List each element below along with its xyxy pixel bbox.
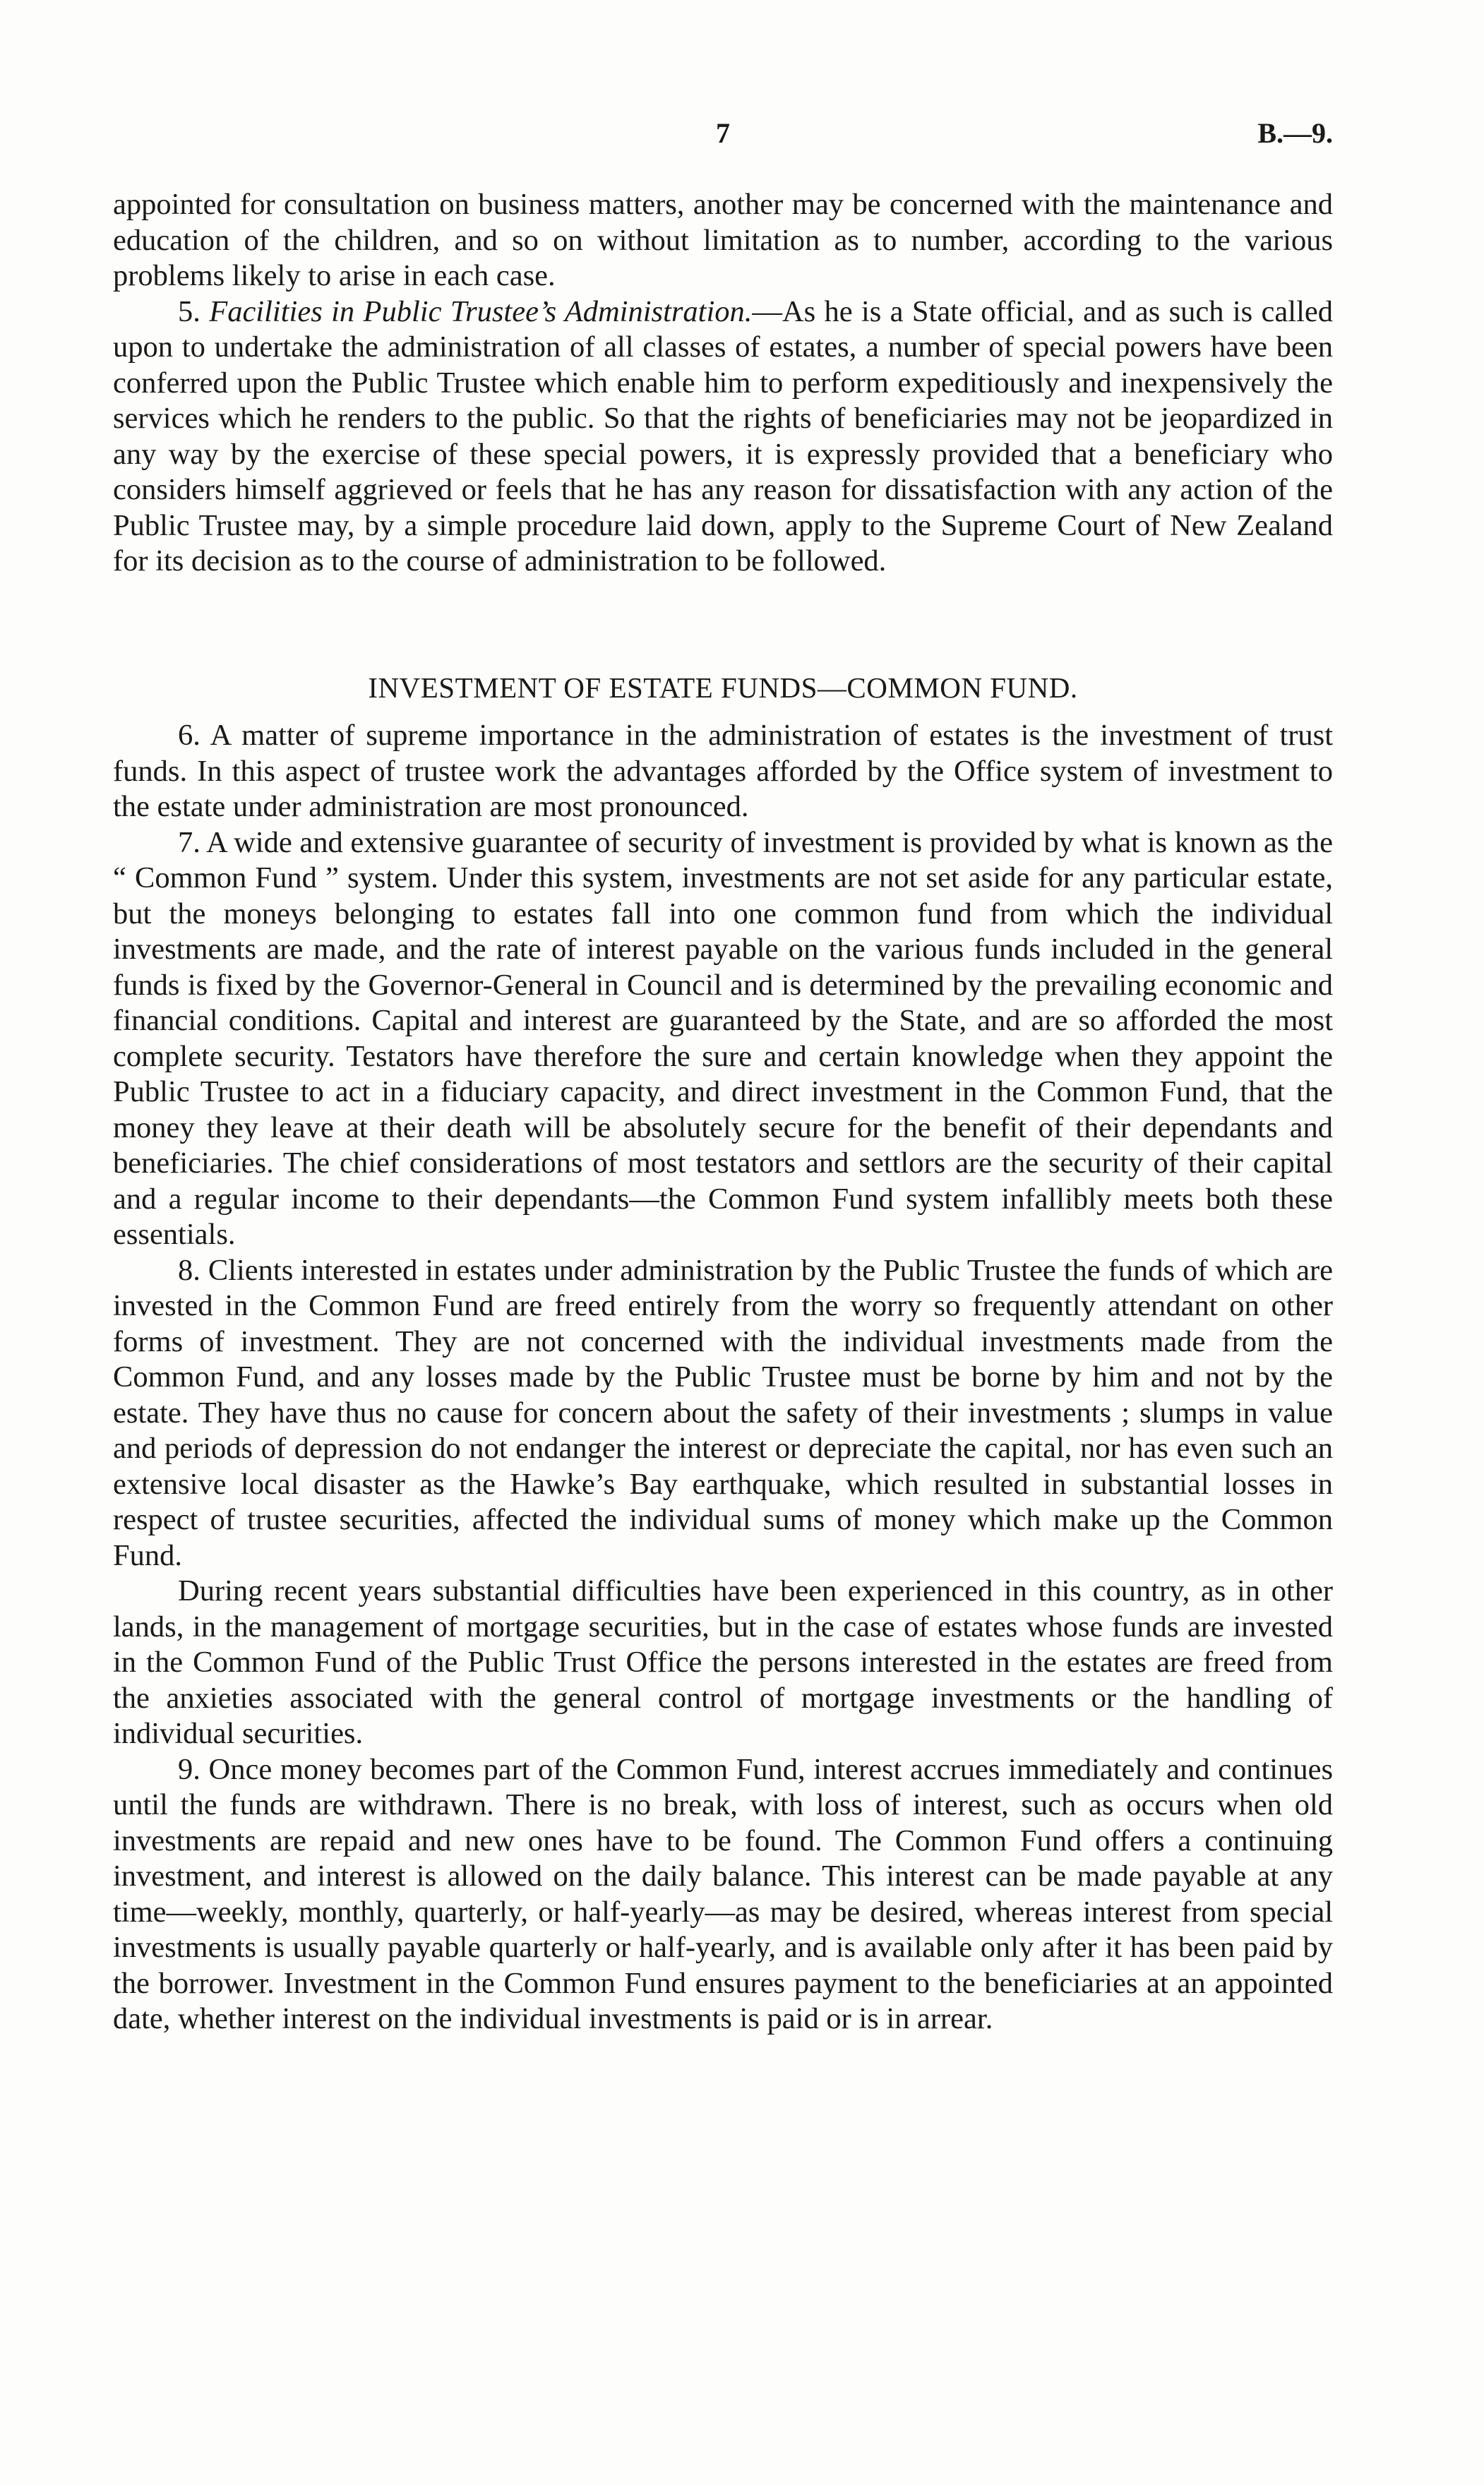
- section-heading: INVESTMENT OF ESTATE FUNDS—COMMON FUND.: [368, 671, 1078, 704]
- page-number: 7: [716, 117, 730, 149]
- paragraph-continued: appointed for consultation on business matters, another may be concerned with the maintenance and education of the children, and so on without limitation as to number, according to the various problems likely to arise in each case.: [113, 188, 1333, 292]
- document-reference: B.—9.: [1257, 117, 1333, 149]
- paragraph-5: [113, 294, 1333, 580]
- paragraph-5-number: 5.: [178, 294, 201, 328]
- paragraph-6: 6. A matter of supreme importance in the administration of estates is the investment of trust funds. In this aspect of trustee work the advantages afforded by the Office system of investment to the estate under administration are most pronounced.: [113, 719, 1333, 823]
- paragraph-8-continued: During recent years substantial difficulties have been experienced in this country, as in other lands, in the management of mortgage securities, but in the case of estates whose funds are invested in the Common Fund of the Public Trust Office the persons interested in the estates are freed from the anxieties associated with the general control of mortgage investments or the handling of individual securities.: [113, 1574, 1333, 1750]
- page-body: [113, 187, 1333, 2037]
- paragraph-5-text: —As he is a State official, and as such is called upon to undertake the administration of all classes of estates, a number of special powers have been conferred upon the Public Trustee which enable him to perform expeditiously and inexpensively the services which he renders to the public. So that the rights of beneficiaries may not be jeopardized in any way by the exercise of these special powers, it is expressly provided that a beneficiary who considers himself aggrieved or feels that he has any reason for dissatisfaction with any action of the Public Trustee may, by a simple procedure laid down, apply to the Supreme Court of New Zealand for its decision as to the course of administration to be followed.: [113, 294, 1333, 577]
- paragraph-7: 7. A wide and extensive guarantee of security of investment is provided by what is known as the “ Common Fund ” system. Under this system, investments are not set aside for any particular estate, but the moneys belonging to estates fall into one common fund from which the individual investments are made, and the rate of interest payable on the various funds included in the general funds is fixed by the Governor-General in Council and is determined by the prevailing economic and financial conditions. Capital and interest are guaranteed by the State, and are so afforded the most complete security. Testators have therefore the sure and certain knowledge when they appoint the Public Trustee to act in a fiduciary capacity, and direct investment in the Common Fund, that the money they leave at their death will be absolutely secure for the benefit of their dependants and beneficiaries. The chief considerations of most testators and settlors are the security of their capital and a regular income to their dependants—the Common Fund system infallibly meets both these essentials.: [113, 825, 1333, 1251]
- paragraph-8: 8. Clients interested in estates under administration by the Public Trustee the funds of which are invested in the Common Fund are freed entirely from the worry so frequently attendant on other forms of investment. They are not concerned with the individual investments made from the Common Fund, and any losses made by the Public Trustee must be borne by him and not by the estate. They have thus no cause for concern about the safety of their investments ; slumps in value and periods of depression do not endanger the interest or depreciate the capital, nor has even such an extensive local disaster as the Hawke’s Bay earthquake, which resulted in substantial losses in respect of trustee securities, affected the individual sums of money which make up the Common Fund.: [113, 1253, 1333, 1572]
- paragraph-9: 9. Once money becomes part of the Common Fund, interest accrues immediately and continues until the funds are withdrawn. There is no break, with loss of interest, such as occurs when old investments are repaid and new ones have to be found. The Common Fund offers a continuing investment, and interest is allowed on the daily balance. This interest can be made payable at any time—weekly, monthly, quarterly, or half-yearly—as may be desired, whereas interest from special investments is usually payable quarterly or half-yearly, and is available only after it has been paid by the borrower. Investment in the Common Fund ensures payment to the beneficiaries at an appointed date, whether interest on the individual investments is paid or is in arrear.: [113, 1752, 1333, 2035]
- page-header: [113, 116, 1333, 159]
- paragraph-5-title: Facilities in Public Trustee’s Administration.: [209, 294, 753, 328]
